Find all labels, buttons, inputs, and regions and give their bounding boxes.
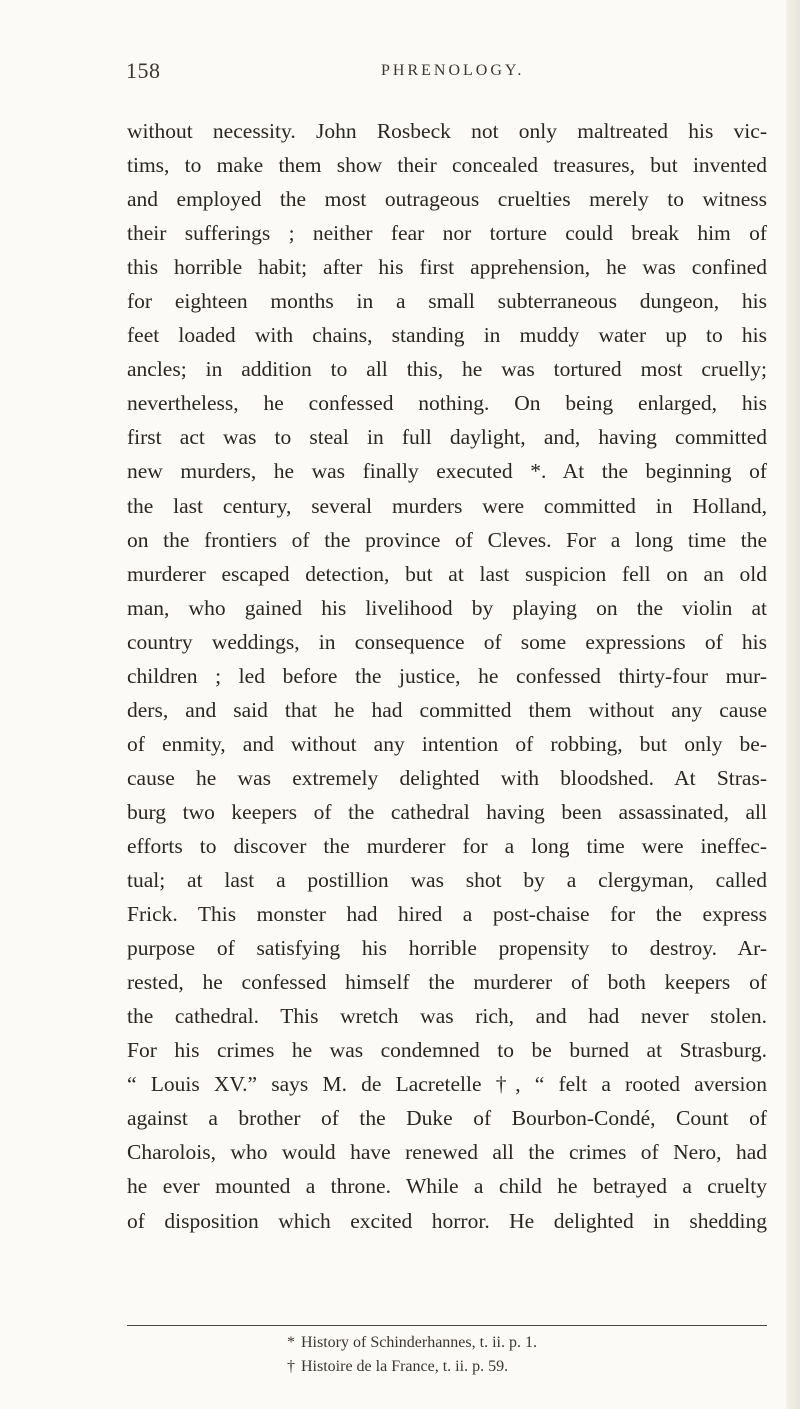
footnote-text: History of Schinderhannes, t. ii. p. 1. bbox=[301, 1334, 537, 1351]
footnote bbox=[127, 1355, 767, 1379]
text-line: the cathedral. This wretch was rich, and had never stolen. bbox=[127, 1004, 767, 1029]
text-line: he ever mounted a throne. While a child he betrayed a cruelty bbox=[127, 1174, 767, 1199]
body-text bbox=[127, 114, 767, 1238]
text-line: ancles; in addition to all this, he was tortured most cruelly; bbox=[127, 357, 767, 382]
text-line: burg two keepers of the cathedral having been assassinated, all bbox=[127, 799, 767, 824]
text-line: country weddings, in consequence of some expressions of his bbox=[127, 629, 767, 654]
text-line: “ Louis XV.” says M. de Lacretelle †, “ felt a rooted aversion bbox=[127, 1072, 767, 1097]
footnote-marker: * bbox=[287, 1334, 295, 1351]
text-line: efforts to discover the murderer for a long time were ineffec- bbox=[127, 833, 767, 858]
text-line: purpose of satisfying his horrible propensity to destroy. Ar- bbox=[127, 936, 767, 961]
text-line: nevertheless, he confessed nothing. On being enlarged, his bbox=[127, 391, 767, 416]
text-line: feet loaded with chains, standing in muddy water up to his bbox=[127, 323, 767, 348]
text-line: For his crimes he was condemned to be burned at Strasburg. bbox=[127, 1038, 767, 1063]
running-head: PHRENOLOGY. bbox=[381, 62, 525, 79]
text-line: of disposition which excited horror. He delighted in shedding bbox=[127, 1208, 767, 1233]
text-line: new murders, he was finally executed *. At the beginning of bbox=[127, 459, 767, 484]
footnote-rule bbox=[127, 1325, 767, 1326]
text-line: the last century, several murders were committed in Holland, bbox=[127, 493, 767, 518]
text-line: rested, he confessed himself the murderer of both keepers of bbox=[127, 970, 767, 995]
footnote-text: Histoire de la France, t. ii. p. 59. bbox=[301, 1358, 509, 1375]
text-line: murderer escaped detection, but at last suspicion fell on an old bbox=[127, 561, 767, 586]
text-line: man, who gained his livelihood by playing on the violin at bbox=[127, 595, 767, 620]
text-line: and employed the most outrageous cruelties merely to witness bbox=[127, 187, 767, 212]
text-line: children ; led before the justice, he confessed thirty-four mur- bbox=[127, 663, 767, 688]
page-number: 158 bbox=[126, 58, 161, 83]
text-line: against a brother of the Duke of Bourbon-Condé, Count of bbox=[127, 1106, 767, 1131]
text-line: first act was to steal in full daylight, and, having committed bbox=[127, 425, 767, 450]
footnote bbox=[127, 1331, 767, 1355]
text-line: of enmity, and without any intention of robbing, but only be- bbox=[127, 731, 767, 756]
text-line: for eighteen months in a small subterraneous dungeon, his bbox=[127, 289, 767, 314]
text-line: Frick. This monster had hired a post-chaise for the express bbox=[127, 902, 767, 927]
text-line: ders, and said that he had committed them without any cause bbox=[127, 697, 767, 722]
page-edge-shadow bbox=[786, 0, 800, 1409]
text-line: their sufferings ; neither fear nor torture could break him of bbox=[127, 221, 767, 246]
footnotes bbox=[127, 1331, 767, 1379]
text-line: cause he was extremely delighted with bloodshed. At Stras- bbox=[127, 765, 767, 790]
text-line: Charolois, who would have renewed all the crimes of Nero, had bbox=[127, 1140, 767, 1165]
text-line: this horrible habit; after his first apprehension, he was confined bbox=[127, 255, 767, 280]
footnote-marker: † bbox=[287, 1358, 295, 1375]
text-line: on the frontiers of the province of Cleves. For a long time the bbox=[127, 527, 767, 552]
text-line: tual; at last a postillion was shot by a clergyman, called bbox=[127, 868, 767, 893]
page-header bbox=[126, 58, 766, 88]
text-line: without necessity. John Rosbeck not only maltreated his vic- bbox=[127, 119, 767, 143]
text-line: tims, to make them show their concealed treasures, but invented bbox=[127, 153, 767, 178]
